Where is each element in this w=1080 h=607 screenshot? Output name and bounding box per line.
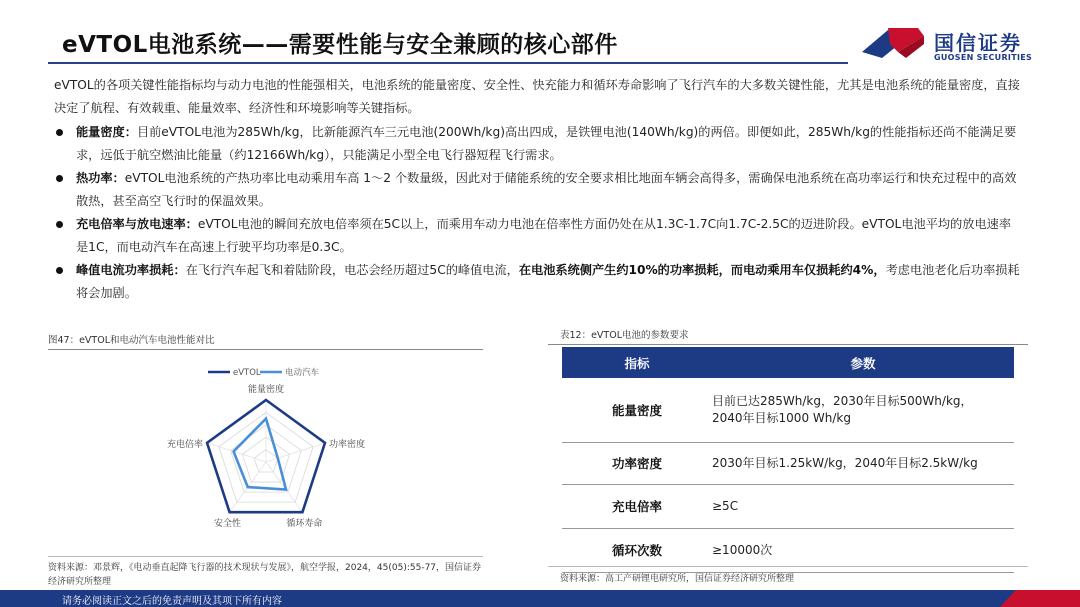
bullet-text: eVTOL电池的瞬间充放电倍率须在5C以上，而乘用车动力电池在倍率性方面仍处在从1.3C-1.7C向1.7C-2.5C的迈进阶段。eVTOL电池平均的放电速率是1C，而电动汽车在高速上行驶平均功率是0.3C。 [76, 217, 1012, 254]
table-header-cell: 参数 [712, 347, 1014, 378]
table-cell-value: ≥5C [712, 484, 1014, 528]
radar-axis-label: 功率密度 [328, 439, 365, 450]
title-underline [48, 62, 848, 64]
radar-axis-label: 充电倍率 [167, 439, 204, 450]
radar-chart [48, 350, 483, 555]
logo-text: 国信证券 [934, 31, 1022, 55]
bullet-list [54, 121, 1022, 305]
bullet-text: eVTOL电池系统的产热功率比电动乘用车高 1～2 个数量级，因此对于储能系统的安全要求相比地面车辆会高得多，需确保电池系统在高功率运行和快充过程中的高效散热，甚至高空飞行时的保温效果。 [76, 171, 1017, 208]
footer-disclaimer: 请务必阅读正文之后的免责声明及其项下所有内容 [62, 596, 282, 607]
table-source: 资料来源：高工产研锂电研究所，国信证券经济研究所整理 [560, 574, 795, 584]
bullet-item [54, 213, 1022, 259]
logo-subtext: GUOSEN SECURITIES [934, 53, 1033, 62]
radar-axis-label: 能量密度 [247, 385, 285, 395]
table-cell-value: 目前已达285Wh/kg，2030年目标500Wh/kg，2040年目标1000 Wh/kg [712, 378, 1014, 442]
bullet-item [54, 167, 1022, 213]
page-title: eVTOL电池系统——需要性能与安全兼顾的核心部件 [62, 32, 618, 58]
legend-label: eVTOL [233, 368, 261, 378]
bullet-text: 在飞行汽车起飞和着陆阶段，电芯会经历超过5C的峰值电流， [185, 263, 519, 277]
bullet-item [54, 121, 1022, 167]
bullet-item [54, 259, 1022, 305]
table-cell-metric: 充电倍率 [562, 484, 712, 528]
bullet-head: 峰值电流功率损耗： [76, 263, 186, 277]
table-header-cell: 指标 [562, 347, 712, 378]
bullet-text: 目前eVTOL电池为285Wh/kg，比新能源汽车三元电池(200Wh/kg)高出四成，是铁锂电池(140Wh/kg)的两倍。即便如此，285Wh/kg的性能指标还尚不能满足要求，远低于航空燃油比能量（约12166Wh/kg），只能满足小型全电飞行器短程飞行需求。 [76, 125, 1017, 162]
intro-paragraph: eVTOL的各项关键性能指标均与动力电池的性能强相关，电池系统的能量密度、安全性、快充能力和循环寿命影响了飞行汽车的大多数关键性能，尤其是电池系统的能量密度，直接决定了航程、有效载重、能量效率、经济性和环境影响等关键指标。 [54, 78, 1020, 115]
table-cell-value: 2030年目标1.25kW/kg，2040年目标2.5kW/kg [712, 442, 1014, 484]
table-cell-metric: 循环次数 [562, 528, 712, 572]
bullet-head: 能量密度： [76, 125, 137, 139]
figure-caption: 图47：eVTOL和电动汽车电池性能对比 [48, 335, 215, 346]
table-top-rule [548, 344, 1028, 345]
bullet-dot-icon [56, 267, 63, 274]
table-cell-metric: 能量密度 [562, 378, 712, 442]
radar-axis-label: 安全性 [214, 519, 242, 530]
radar-axis-label: 循环寿命 [286, 519, 323, 530]
table-caption: 表12：eVTOL电池的参数要求 [560, 330, 689, 341]
bullet-head: 热功率： [76, 171, 125, 185]
bullet-dot-icon [56, 221, 63, 228]
table-cell-value: ≥10000次 [712, 528, 1014, 572]
bullet-dot-icon [56, 175, 63, 182]
bullet-emphasis: 在电池系统侧产生约10%的功率损耗，而电动乘用车仅损耗约4%， [518, 263, 886, 277]
bullet-dot-icon [56, 129, 63, 136]
params-table [562, 347, 1014, 573]
table-row [562, 378, 1014, 442]
table-cell-metric: 功率密度 [562, 442, 712, 484]
table-row [562, 484, 1014, 528]
bullet-tail: 考虑电池老化后功率损耗将会加剧。 [76, 263, 1020, 300]
table-row [562, 442, 1014, 484]
figure-source-rule [48, 556, 483, 557]
figure-source: 资料来源：邓景辉，《电动垂直起降飞行器的技术现状与发展》，航空学报，2024，45(05):55-77，国信证券经济研究所整理 [48, 563, 482, 587]
legend-label: 电动汽车 [285, 368, 320, 378]
bullet-head: 充电倍率与放电速率： [76, 217, 198, 231]
table-header-row [562, 347, 1014, 378]
table-source-rule [548, 566, 1028, 567]
